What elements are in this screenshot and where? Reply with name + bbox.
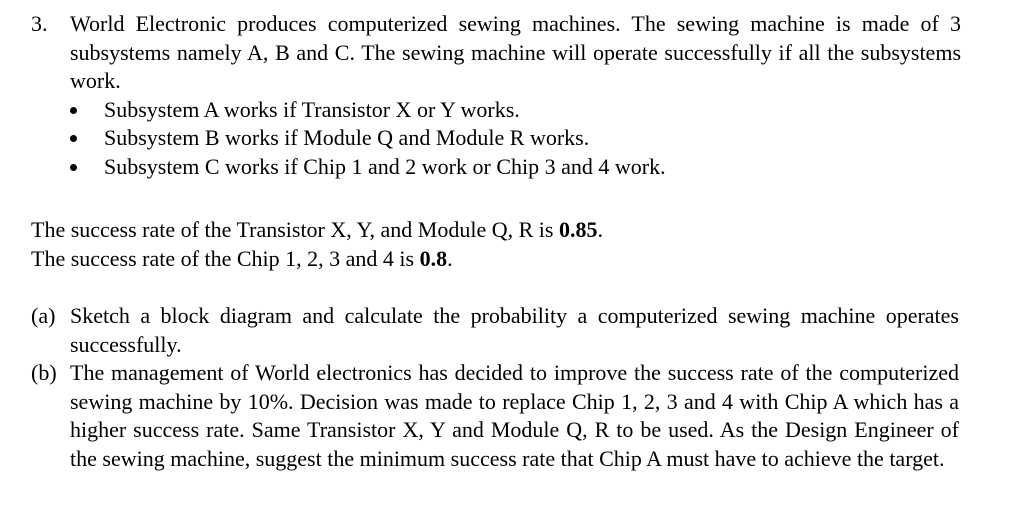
rate-text: The success rate of the Transistor X, Y, and Module Q, R is [31, 217, 559, 242]
bullet-icon [70, 164, 77, 171]
rate-text: The success rate of the Chip 1, 2, 3 and 4 is [31, 245, 420, 271]
rate-value: 0.85 [558, 217, 598, 242]
question-intro: World Electronic produces computerized sewing machines. The sewing machine is made of 3 subsystems namely A, B and C. The sewing machine will operate successfully if all the subsystems work. [70, 11, 961, 93]
success-rates [31, 216, 961, 273]
list-item [70, 124, 961, 153]
bullet-icon [70, 107, 77, 114]
rate-line-transistor-module: The success rate of the Transistor X, Y, and Module Q, R is 0.85. [31, 217, 603, 242]
bullet-text-a: Subsystem A works if Transistor X or Y works. [104, 96, 520, 122]
rate-value: 0.8 [419, 245, 448, 271]
question-parts [31, 302, 959, 473]
subsystem-list [70, 96, 961, 182]
part-b [31, 359, 959, 473]
question-block [31, 10, 961, 181]
part-text: Sketch a block diagram and calculate the probability a computerized sewing machine operates successfully. [70, 303, 959, 357]
bullet-icon [70, 135, 77, 142]
part-label: (b) [31, 360, 57, 385]
part-label: (a) [31, 303, 56, 328]
part-text: The management of World electronics has decided to improve the success rate of the computerized sewing machine by 10%. Decision was made to replace Chip 1, 2, 3 and 4 with Chip A which has a higher success rate. Same Transistor X, Y and Module Q, R to be used. As the Design Engineer of the sewing machine, suggest the minimum success rate that Chip A must have to achieve the target. [70, 360, 959, 471]
rate-line-chip: The success rate of the Chip 1, 2, 3 and 4 is 0.8. [31, 245, 453, 271]
question-number: 3. [31, 11, 48, 36]
part-a [31, 302, 959, 359]
bullet-text-b: Subsystem B works if Module Q and Module R works. [104, 125, 590, 150]
list-item [70, 153, 961, 182]
bullet-text-c: Subsystem C works if Chip 1 and 2 work or Chip 3 and 4 work. [104, 153, 666, 179]
list-item [70, 96, 961, 125]
